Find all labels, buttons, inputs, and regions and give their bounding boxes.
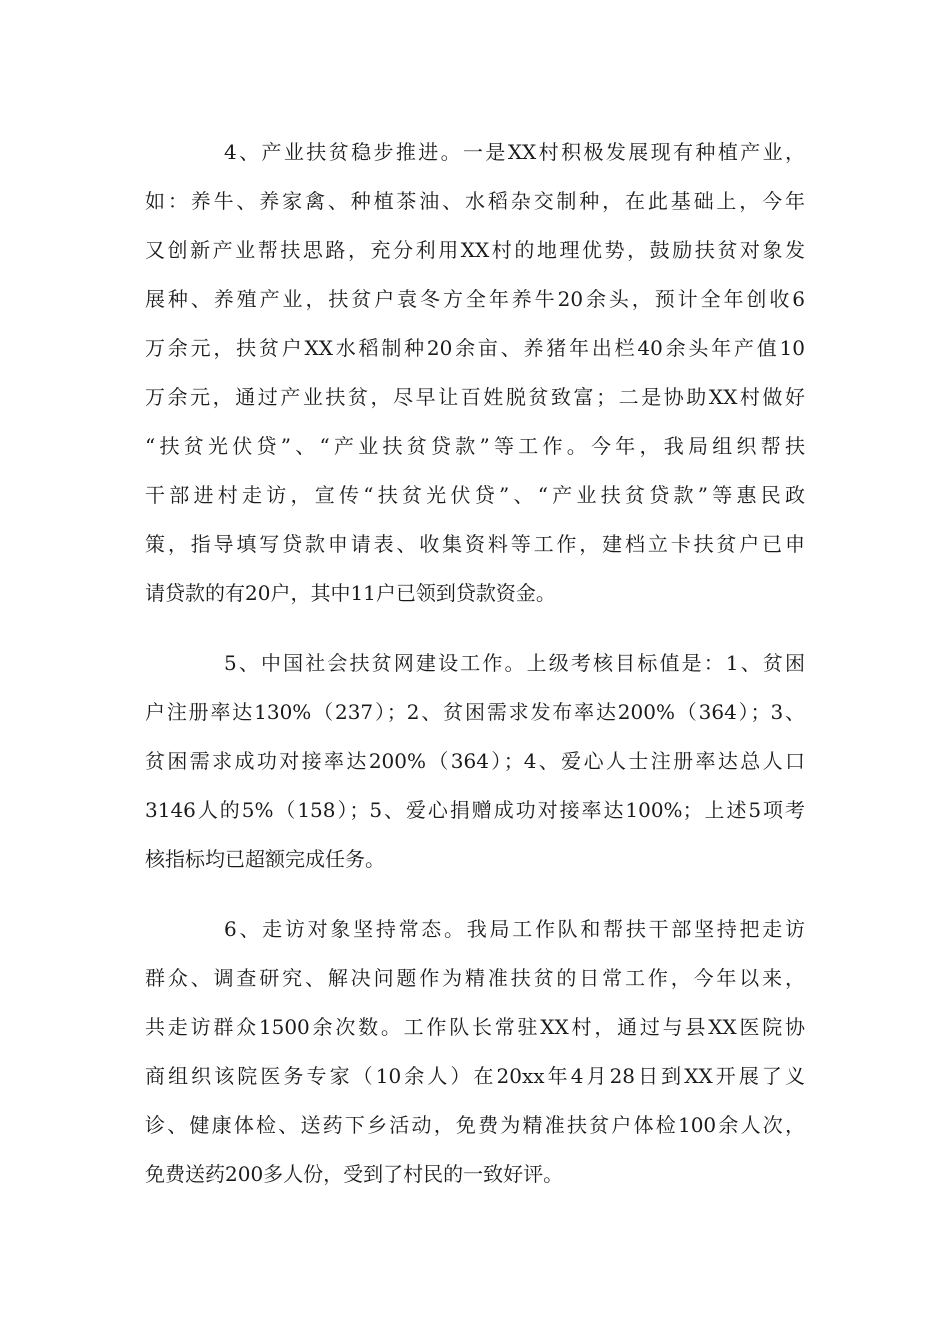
text-line: 4、产业扶贫稳步推进。一是XX村积极发展现有种植产业， — [224, 140, 805, 164]
text-line: 请贷款的有20户，其中11户已领到贷款资金。 — [145, 581, 556, 605]
text-line: 核指标均已超额完成任务。 — [145, 847, 385, 871]
text-line: “扶贫光伏贷”、“产业扶贫贷款”等工作。今年，我局组织帮扶 — [145, 434, 805, 458]
text-line: 免费送药200多人份，受到了村民的一致好评。 — [145, 1162, 564, 1186]
text-line: 展种、养殖产业，扶贫户袁冬方全年养牛20余头，预计全年创收6 — [145, 287, 805, 311]
text-line: 万余元，扶贫户XX水稻制种20余亩、养猪年出栏40余头年产值10 — [145, 336, 805, 360]
paragraph-social-poverty-network — [145, 639, 805, 884]
text-line: 5、中国社会扶贫网建设工作。上级考核目标值是：1、贫困 — [224, 651, 805, 675]
text-line: 6、走访对象坚持常态。我局工作队和帮扶干部坚持把走访 — [224, 917, 805, 941]
text-line: 万余元，通过产业扶贫，尽早让百姓脱贫致富；二是协助XX村做好 — [145, 385, 805, 409]
document-body — [145, 128, 805, 1220]
paragraph-visit-routine — [145, 905, 805, 1199]
text-line: 干部进村走访，宣传“扶贫光伏贷”、“产业扶贫贷款”等惠民政 — [145, 483, 805, 507]
text-line: 商组织该院医务专家（10余人）在20xx年4月28日到XX开展了义 — [145, 1064, 805, 1088]
text-line: 共走访群众1500余次数。工作队长常驻XX村，通过与县XX医院协 — [145, 1015, 805, 1039]
text-line: 贫困需求成功对接率达200%（364）；4、爱心人士注册率达总人口 — [145, 749, 805, 773]
text-line: 3146人的5%（158）；5、爱心捐赠成功对接率达100%；上述5项考 — [145, 798, 805, 822]
paragraph-industry-poverty-alleviation — [145, 128, 805, 618]
text-line: 如：养牛、养家禽、种植茶油、水稻杂交制种，在此基础上，今年 — [145, 189, 805, 213]
text-line: 又创新产业帮扶思路，充分利用XX村的地理优势，鼓励扶贫对象发 — [145, 238, 805, 262]
text-line: 群众、调查研究、解决问题作为精准扶贫的日常工作，今年以来， — [145, 966, 805, 990]
text-line: 策，指导填写贷款申请表、收集资料等工作，建档立卡扶贫户已申 — [145, 532, 805, 556]
text-line: 诊、健康体检、送药下乡活动，免费为精准扶贫户体检100余人次， — [145, 1113, 805, 1137]
text-line: 户注册率达130%（237）；2、贫困需求发布率达200%（364）；3、 — [145, 700, 805, 724]
